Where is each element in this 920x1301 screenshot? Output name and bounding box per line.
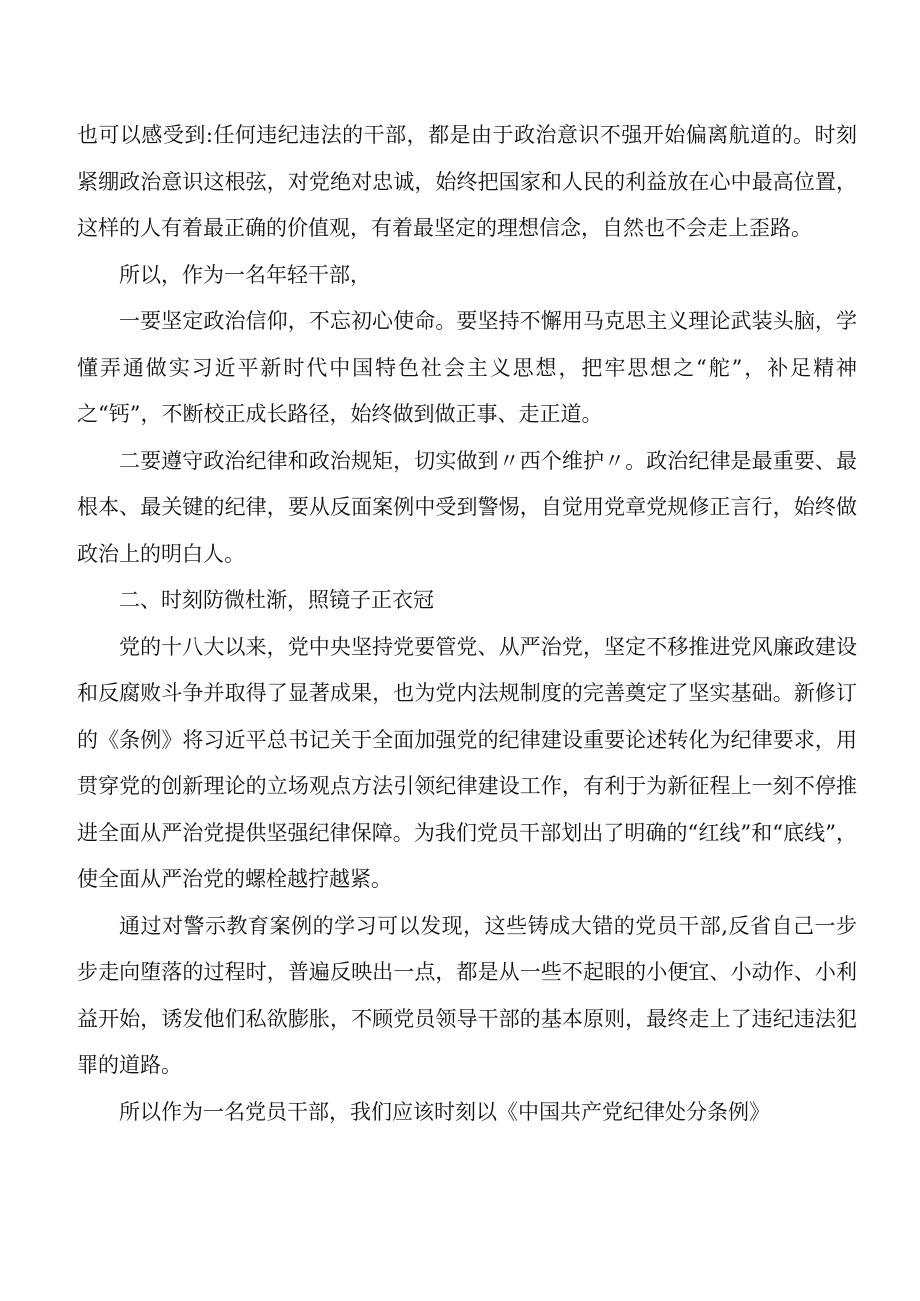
paragraph-7: 通过对警示教育案例的学习可以发现，这些铸成大错的党员干部,反省自己一步步走向堕落的过程时，普遍反映出一点，都是从一些不起眼的小便宜、小动作、小利益开始，诱发他们私欲膨胀，不顾党员领导干部的基本原则，最终走上了违纪违法犯罪的道路。: [77, 913, 857, 1077]
paragraph-2: 所以，作为一名年轻干部，: [119, 262, 371, 287]
section-heading: 二、时刻防微杜渐，照镜子正衣冠: [119, 588, 434, 612]
paragraph-3: 一要坚定政治信仰，不忘初心使命。要坚持不懈用马克思主义理论武装头脑，学懂弄通做实习近平新时代中国特色社会主义思想，把牢思想之“舵”，补足精神之“钙”，不断校正成长路径，始终做到做正事、走正道。: [77, 309, 857, 426]
paragraph-8: 所以作为一名党员干部，我们应该时刻以《中国共产党纪律处分条例》: [119, 1099, 770, 1124]
paragraph-1: 也可以感受到:任何违纪违法的干部，都是由于政治意识不强开始偏离航道的。时刻紧绷政治意识这根弦，对党绝对忠诚，始终把国家和人民的利益放在心中最高位置，这样的人有着最正确的价值观，有着最坚定的理想信念，自然也不会走上歪路。: [77, 123, 857, 240]
document-body: [77, 112, 857, 1135]
paragraph-4: 二要遵守政治纪律和政治规矩，切实做到〃西个维护〃。政治纪律是最重要、最根本、最关键的纪律，要从反面案例中受到警惕，自觉用党章党规修正言行，始终做政治上的明白人。: [77, 448, 857, 566]
paragraph-6: 党的十八大以来，党中央坚持党要管党、从严治党，坚定不移推进党风廉政建设和反腐败斗争并取得了显著成果，也为党内法规制度的完善奠定了坚实基础。新修订的《条例》将习近平总书记关于全面加强党的纪律建设重要论述转化为纪律要求，用贯穿党的创新理论的立场观点方法引领纪律建设工作，有利于为新征程上一刻不停推进全面从严治党提供坚强纪律保障。为我们党员干部划出了明确的“红线”和“底线”，使全面从严治党的螺栓越拧越紧。: [77, 634, 857, 891]
